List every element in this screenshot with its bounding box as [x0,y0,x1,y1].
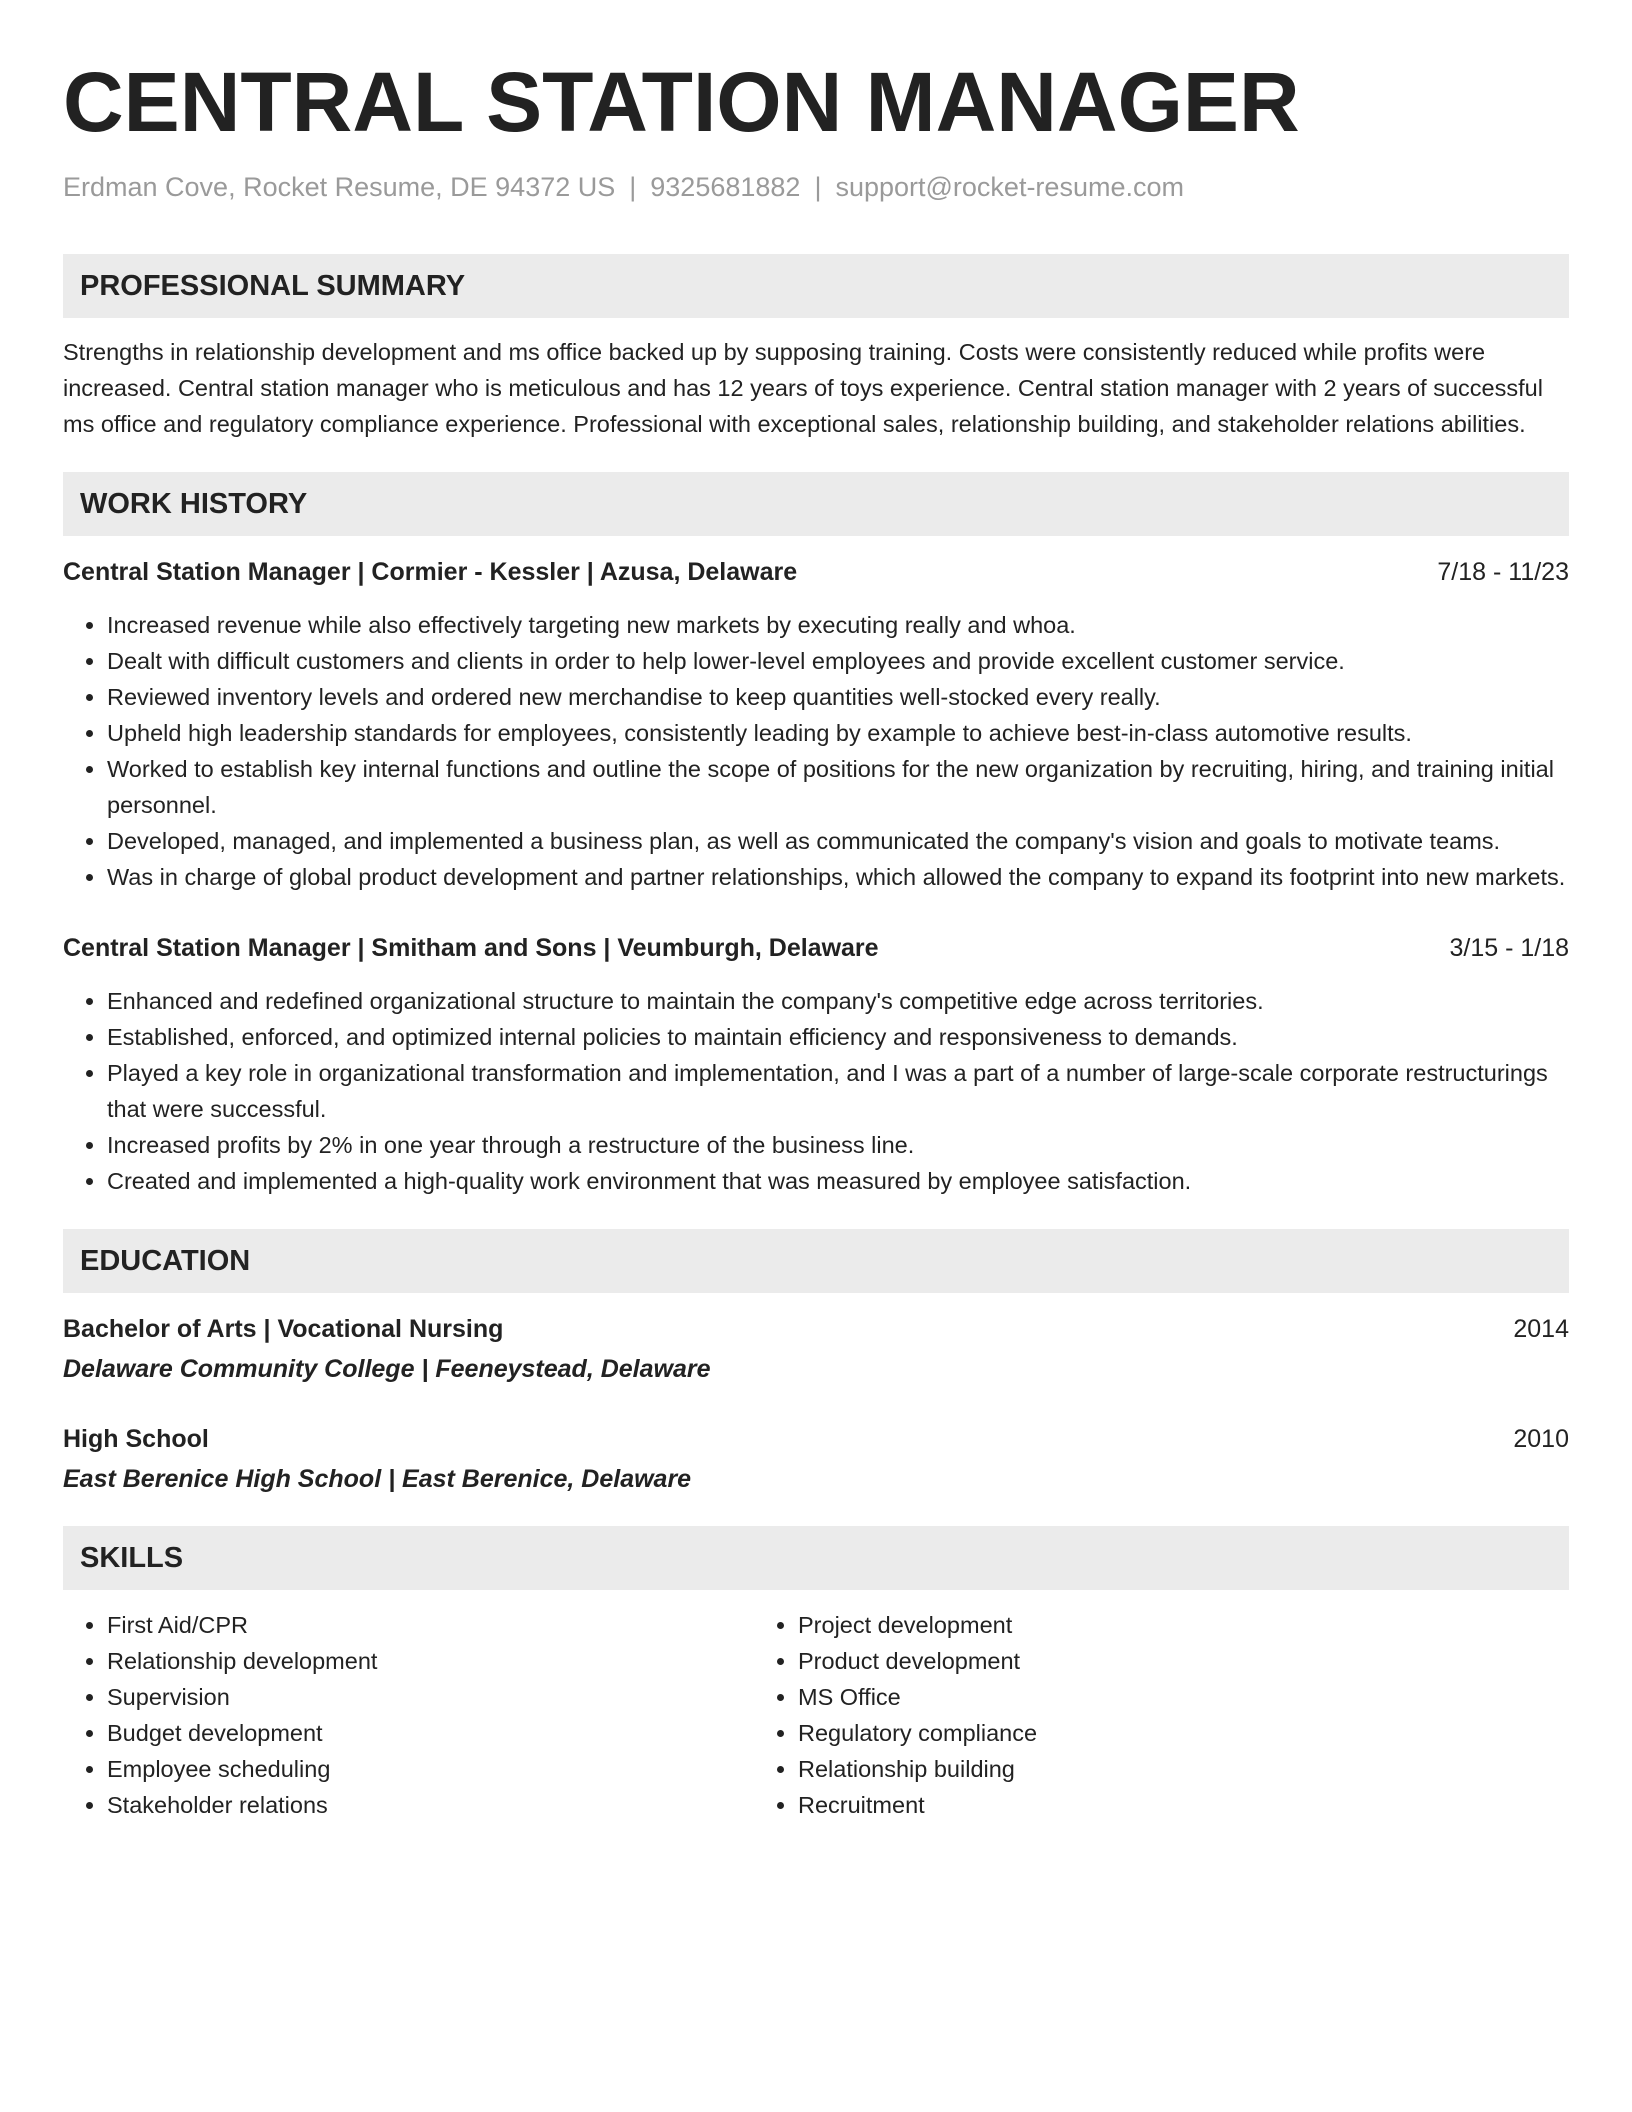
skills-column [754,1607,1354,1823]
candidate-name: CENTRAL STATION MANAGER [63,55,1300,149]
job-header [63,931,1569,965]
job-bullet: • Dealt with difficult customers and clients in order to help lower-level employees and provide excellent customer service. [107,643,1569,679]
skill-item: • Product development [798,1643,1354,1679]
education-school: East Berenice High School | East Berenice, Delaware [63,1465,692,1493]
skill-item: • Stakeholder relations [107,1787,754,1823]
contact-line [63,170,1569,204]
job-bullet: • Increased revenue while also effectively targeting new markets by executing really and whoa. [107,607,1569,643]
job-title: Central Station Manager | Smitham and Sons | Veumburgh, Delaware [63,934,879,962]
contact-email: support@rocket-resume.com [835,172,1184,202]
job-dates: 7/18 - 11/23 [1437,558,1569,586]
job-bullets [63,983,1569,1199]
education-header [63,1422,1569,1456]
skill-item: • Relationship development [107,1643,754,1679]
job-entry [63,555,1569,895]
job-title: Central Station Manager | Cormier - Kessler | Azusa, Delaware [63,558,798,586]
job-bullet: • Created and implemented a high-quality work environment that was measured by employee satisfaction. [107,1163,1569,1199]
job-bullet: • Increased profits by 2% in one year through a restructure of the business line. [107,1127,1569,1163]
skill-item: • MS Office [798,1679,1354,1715]
education-year: 2010 [1513,1425,1569,1453]
education-year: 2014 [1513,1315,1569,1343]
job-dates: 3/15 - 1/18 [1449,934,1569,962]
section-heading-skills: SKILLS [63,1526,1569,1590]
job-bullet: • Was in charge of global product development and partner relationships, which allowed the company to expand its footprint into new markets. [107,859,1569,895]
job-entry [63,931,1569,1199]
job-bullet: • Upheld high leadership standards for employees, consistently leading by example to achieve best-in-class automotive results. [107,715,1569,751]
skill-item: • Employee scheduling [107,1751,754,1787]
skills-column [63,1607,754,1823]
contact-phone: 9325681882 [650,172,801,202]
skill-item: • Supervision [107,1679,754,1715]
contact-separator: | [629,172,637,202]
education-degree: High School [63,1425,209,1453]
job-bullet: • Reviewed inventory levels and ordered new merchandise to keep quantities well-stocked every really. [107,679,1569,715]
skill-item: • Budget development [107,1715,754,1751]
skills-list [63,1607,1569,1823]
education-school: Delaware Community College | Feeneystead, Delaware [63,1355,711,1383]
section-heading-summary: PROFESSIONAL SUMMARY [63,254,1569,318]
skill-item: • Regulatory compliance [798,1715,1354,1751]
job-bullets [63,607,1569,895]
job-bullet: • Played a key role in organizational transformation and implementation, and I was a part of a number of large-scale corporate restructurings that were successful. [107,1055,1569,1127]
contact-separator: | [814,172,822,202]
job-bullet: • Established, enforced, and optimized internal policies to maintain efficiency and responsiveness to demands. [107,1019,1569,1055]
contact-address: Erdman Cove, Rocket Resume, DE 94372 US [63,172,616,202]
job-bullet: • Enhanced and redefined organizational structure to maintain the company's competitive edge across territories. [107,983,1569,1019]
summary-text: Strengths in relationship development and ms office backed up by supposing training. Costs were consistently reduced while profits were increased. Central station manager who is meticulous and has 12 years of toys experience. Central station manager with 2 years of successful ms office and regulatory compliance experience. Professional with exceptional sales, relationship building, and stakeholder relations abilities. [63,339,1543,437]
skill-item: • Recruitment [798,1787,1354,1823]
skill-item: • First Aid/CPR [107,1607,754,1643]
education-entry [63,1312,1569,1386]
job-bullet: • Worked to establish key internal functions and outline the scope of positions for the new organization by recruiting, hiring, and training initial personnel. [107,751,1569,823]
education-header [63,1312,1569,1346]
job-header [63,555,1569,589]
education-degree: Bachelor of Arts | Vocational Nursing [63,1315,504,1343]
section-heading-work-history: WORK HISTORY [63,472,1569,536]
education-entry [63,1422,1569,1496]
job-bullet: • Developed, managed, and implemented a business plan, as well as communicated the company's vision and goals to motivate teams. [107,823,1569,859]
section-heading-education: EDUCATION [63,1229,1569,1293]
skill-item: • Project development [798,1607,1354,1643]
skill-item: • Relationship building [798,1751,1354,1787]
